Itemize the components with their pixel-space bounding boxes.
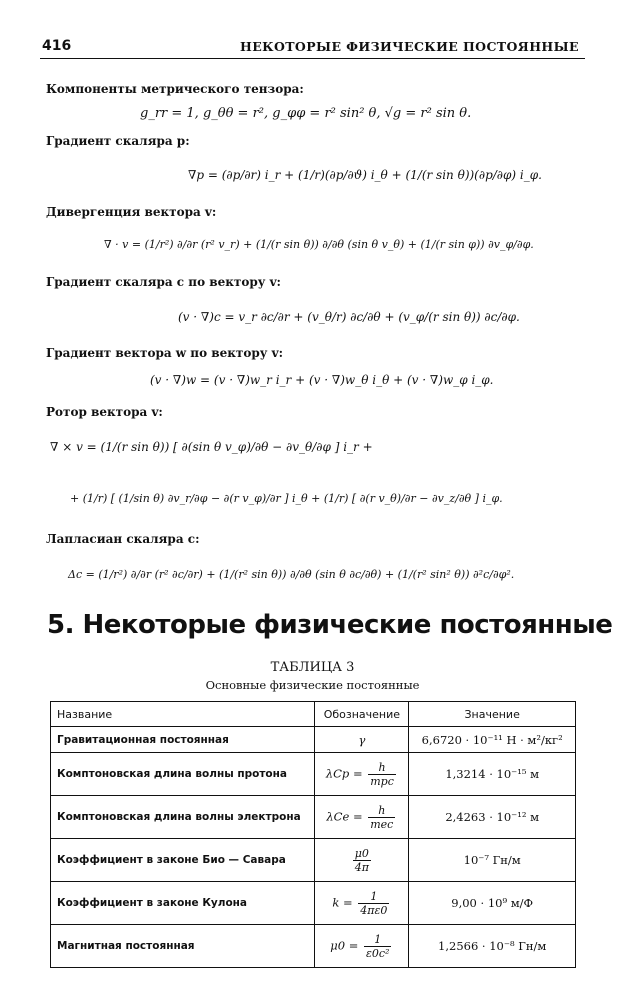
symbol-fraction — [364, 933, 391, 960]
metric-label: Компоненты метрического тензора: — [46, 82, 304, 96]
divergence-label: Дивергенция вектора v: — [46, 205, 217, 219]
symbol-fraction — [368, 804, 395, 831]
curl-label: Ротор вектора v: — [46, 405, 163, 419]
divergence-equation: ∇ · v = (1/r²) ∂/∂r (r² v_r) + (1/(r sin θ)) ∂/∂θ (sin θ v_θ) + (1/(r sin φ)) ∂v_φ/∂φ. — [104, 238, 534, 251]
symbol-lhs: λCe = — [326, 809, 363, 823]
fraction-denominator: ε0c² — [366, 946, 390, 960]
laplacian-label: Лапласиан скаляра c: — [46, 532, 200, 546]
fraction-denominator: 4πε0 — [360, 903, 388, 917]
scalar-gradient-equation: (v · ∇)c = v_r ∂c/∂r + (v_θ/r) ∂c/∂θ + (v_φ/(r sin θ)) ∂c/∂φ. — [178, 310, 520, 324]
table-row — [51, 882, 576, 925]
row-name: Комптоновская длина волны электрона — [51, 796, 315, 839]
fraction-numerator: μ0 — [353, 847, 371, 861]
row-name: Коэффициент в законе Кулона — [51, 882, 315, 925]
row-value: 6,6720 · 10⁻¹¹ Н · м²/кг² — [409, 727, 576, 753]
row-name: Коэффициент в законе Био — Савара — [51, 839, 315, 882]
table-row — [51, 925, 576, 968]
vector-gradient-equation: (v · ∇)w = (v · ∇)w_r i_r + (v · ∇)w_θ i_θ + (v · ∇)w_φ i_φ. — [150, 373, 494, 387]
row-name: Комптоновская длина волны протона — [51, 753, 315, 796]
symbol-lhs: μ0 = — [330, 938, 359, 952]
header-name: Название — [51, 702, 315, 727]
curl-equation-line2: + (1/r) [ (1/sin θ) ∂v_r/∂φ − ∂(r v_φ)/∂r ] i_θ + (1/r) [ ∂(r v_θ)/∂r − ∂v_z/∂θ ] i_φ. — [70, 492, 503, 505]
fraction-denominator: 4π — [354, 860, 369, 874]
row-name: Гравитационная постоянная — [51, 727, 315, 753]
fraction-denominator: mec — [370, 817, 394, 831]
table-row — [51, 753, 576, 796]
symbol-lhs: k = — [332, 895, 353, 909]
symbol-fraction — [368, 761, 396, 788]
row-value: 1,3214 · 10⁻¹⁵ м — [409, 753, 576, 796]
header-value: Значение — [409, 702, 576, 727]
fraction-numerator: h — [368, 804, 395, 818]
constants-table — [50, 701, 576, 968]
symbol-fraction — [353, 847, 371, 874]
row-symbol — [315, 753, 409, 796]
page-number: 416 — [42, 38, 72, 54]
row-symbol — [315, 882, 409, 925]
scalar-gradient-label: Градиент скаляра c по вектору v: — [46, 275, 281, 289]
fraction-numerator: h — [368, 761, 396, 775]
vector-gradient-label: Градиент вектора w по вектору v: — [46, 346, 284, 360]
table-row — [51, 727, 576, 753]
section-heading: 5. Некоторые физические постоянные — [47, 610, 613, 640]
running-header — [40, 36, 585, 59]
symbol-lhs: λCp = — [325, 766, 363, 780]
table-header-row — [51, 702, 576, 727]
row-value: 9,00 · 10⁹ м/Ф — [409, 882, 576, 925]
row-value: 1,2566 · 10⁻⁸ Гн/м — [409, 925, 576, 968]
fraction-numerator: 1 — [358, 890, 389, 904]
running-title: НЕКОТОРЫЕ ФИЗИЧЕСКИЕ ПОСТОЯННЫЕ — [240, 39, 579, 54]
row-symbol: γ — [315, 727, 409, 753]
curl-equation-line1: ∇ × v = (1/(r sin θ)) [ ∂(sin θ v_φ)/∂θ − ∂v_θ/∂φ ] i_r + — [50, 440, 373, 454]
gradient-equation: ∇p = (∂p/∂r) i_r + (1/r)(∂p/∂ϑ) i_θ + (1/(r sin θ))(∂p/∂φ) i_φ. — [188, 168, 542, 182]
fraction-denominator: mpc — [370, 774, 394, 788]
fraction-numerator: 1 — [364, 933, 391, 947]
row-symbol — [315, 839, 409, 882]
header-symbol: Обозначение — [315, 702, 409, 727]
row-value: 10⁻⁷ Гн/м — [409, 839, 576, 882]
table-row — [51, 839, 576, 882]
metric-equation: g_rr = 1, g_θθ = r², g_φφ = r² sin² θ, √g = r² sin θ. — [140, 106, 472, 121]
row-symbol — [315, 925, 409, 968]
row-symbol — [315, 796, 409, 839]
laplacian-equation: Δc = (1/r²) ∂/∂r (r² ∂c/∂r) + (1/(r² sin θ)) ∂/∂θ (sin θ ∂c/∂θ) + (1/(r² sin² θ)) ∂²c/∂φ². — [68, 568, 515, 581]
symbol-fraction — [358, 890, 389, 917]
table-caption: ТАБЛИЦА 3 — [270, 660, 355, 675]
row-name: Магнитная постоянная — [51, 925, 315, 968]
table-row — [51, 796, 576, 839]
table-subcaption: Основные физические постоянные — [205, 678, 420, 692]
gradient-label: Градиент скаляра p: — [46, 134, 190, 148]
row-value: 2,4263 · 10⁻¹² м — [409, 796, 576, 839]
